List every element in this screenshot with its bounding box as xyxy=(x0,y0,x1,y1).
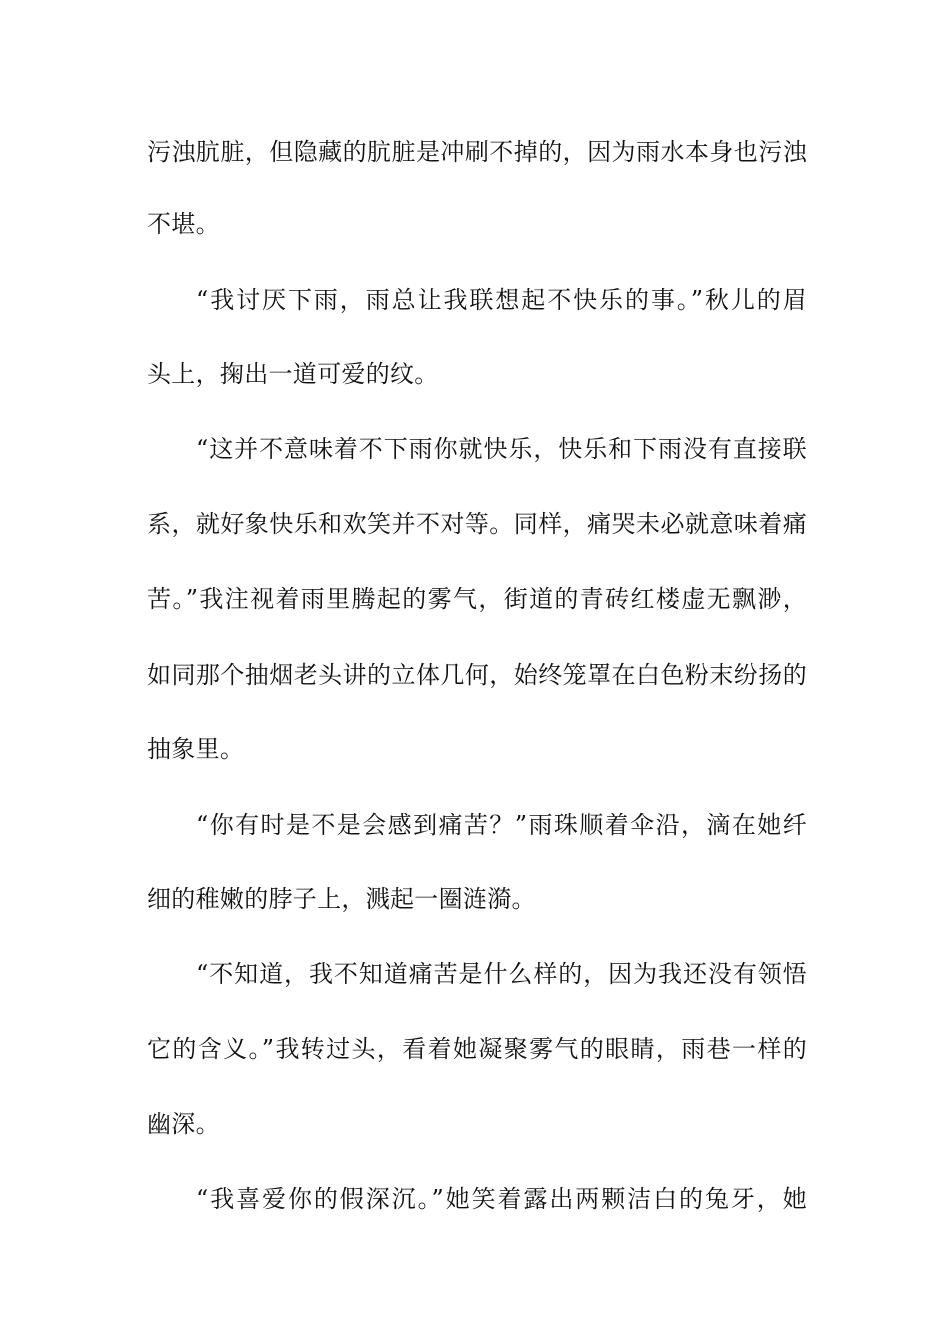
text-line: “我喜爱你的假深沉。”她笑着露出两颗洁白的兔牙，她 xyxy=(196,1185,807,1213)
text-line: 污浊肮脏，但隐藏的肮脏是冲刷不掉的，因为雨水本身也污浊 xyxy=(147,138,807,166)
text-line: 它的含义。”我转过头，看着她凝聚雾气的眼睛，雨巷一样的 xyxy=(147,1035,807,1063)
text-line: 细的稚嫩的脖子上，溅起一圈涟漪。 xyxy=(147,885,536,913)
text-line: 如同那个抽烟老头讲的立体几何，始终笼罩在白色粉末纷扬的 xyxy=(147,661,807,689)
text-line: “这并不意味着不下雨你就快乐，快乐和下雨没有直接联 xyxy=(196,435,807,463)
text-line: 系，就好象快乐和欢笑并不对等。同样，痛哭未必就意味着痛 xyxy=(147,510,807,538)
text-line: “不知道，我不知道痛苦是什么样的，因为我还没有领悟 xyxy=(196,960,807,988)
text-line: “我讨厌下雨，雨总让我联想起不快乐的事。”秋儿的眉 xyxy=(196,286,807,314)
text-line: 不堪。 xyxy=(147,210,220,238)
text-line: 头上，掬出一道可爱的纹。 xyxy=(147,360,439,388)
text-line: “你有时是不是会感到痛苦？”雨珠顺着伞沿，滴在她纤 xyxy=(196,811,807,839)
text-line: 苦。”我注视着雨里腾起的雾气，街道的青砖红楼虚无飘渺， xyxy=(147,585,807,613)
text-line: 幽深。 xyxy=(147,1110,220,1138)
text-line: 抽象里。 xyxy=(147,735,245,763)
